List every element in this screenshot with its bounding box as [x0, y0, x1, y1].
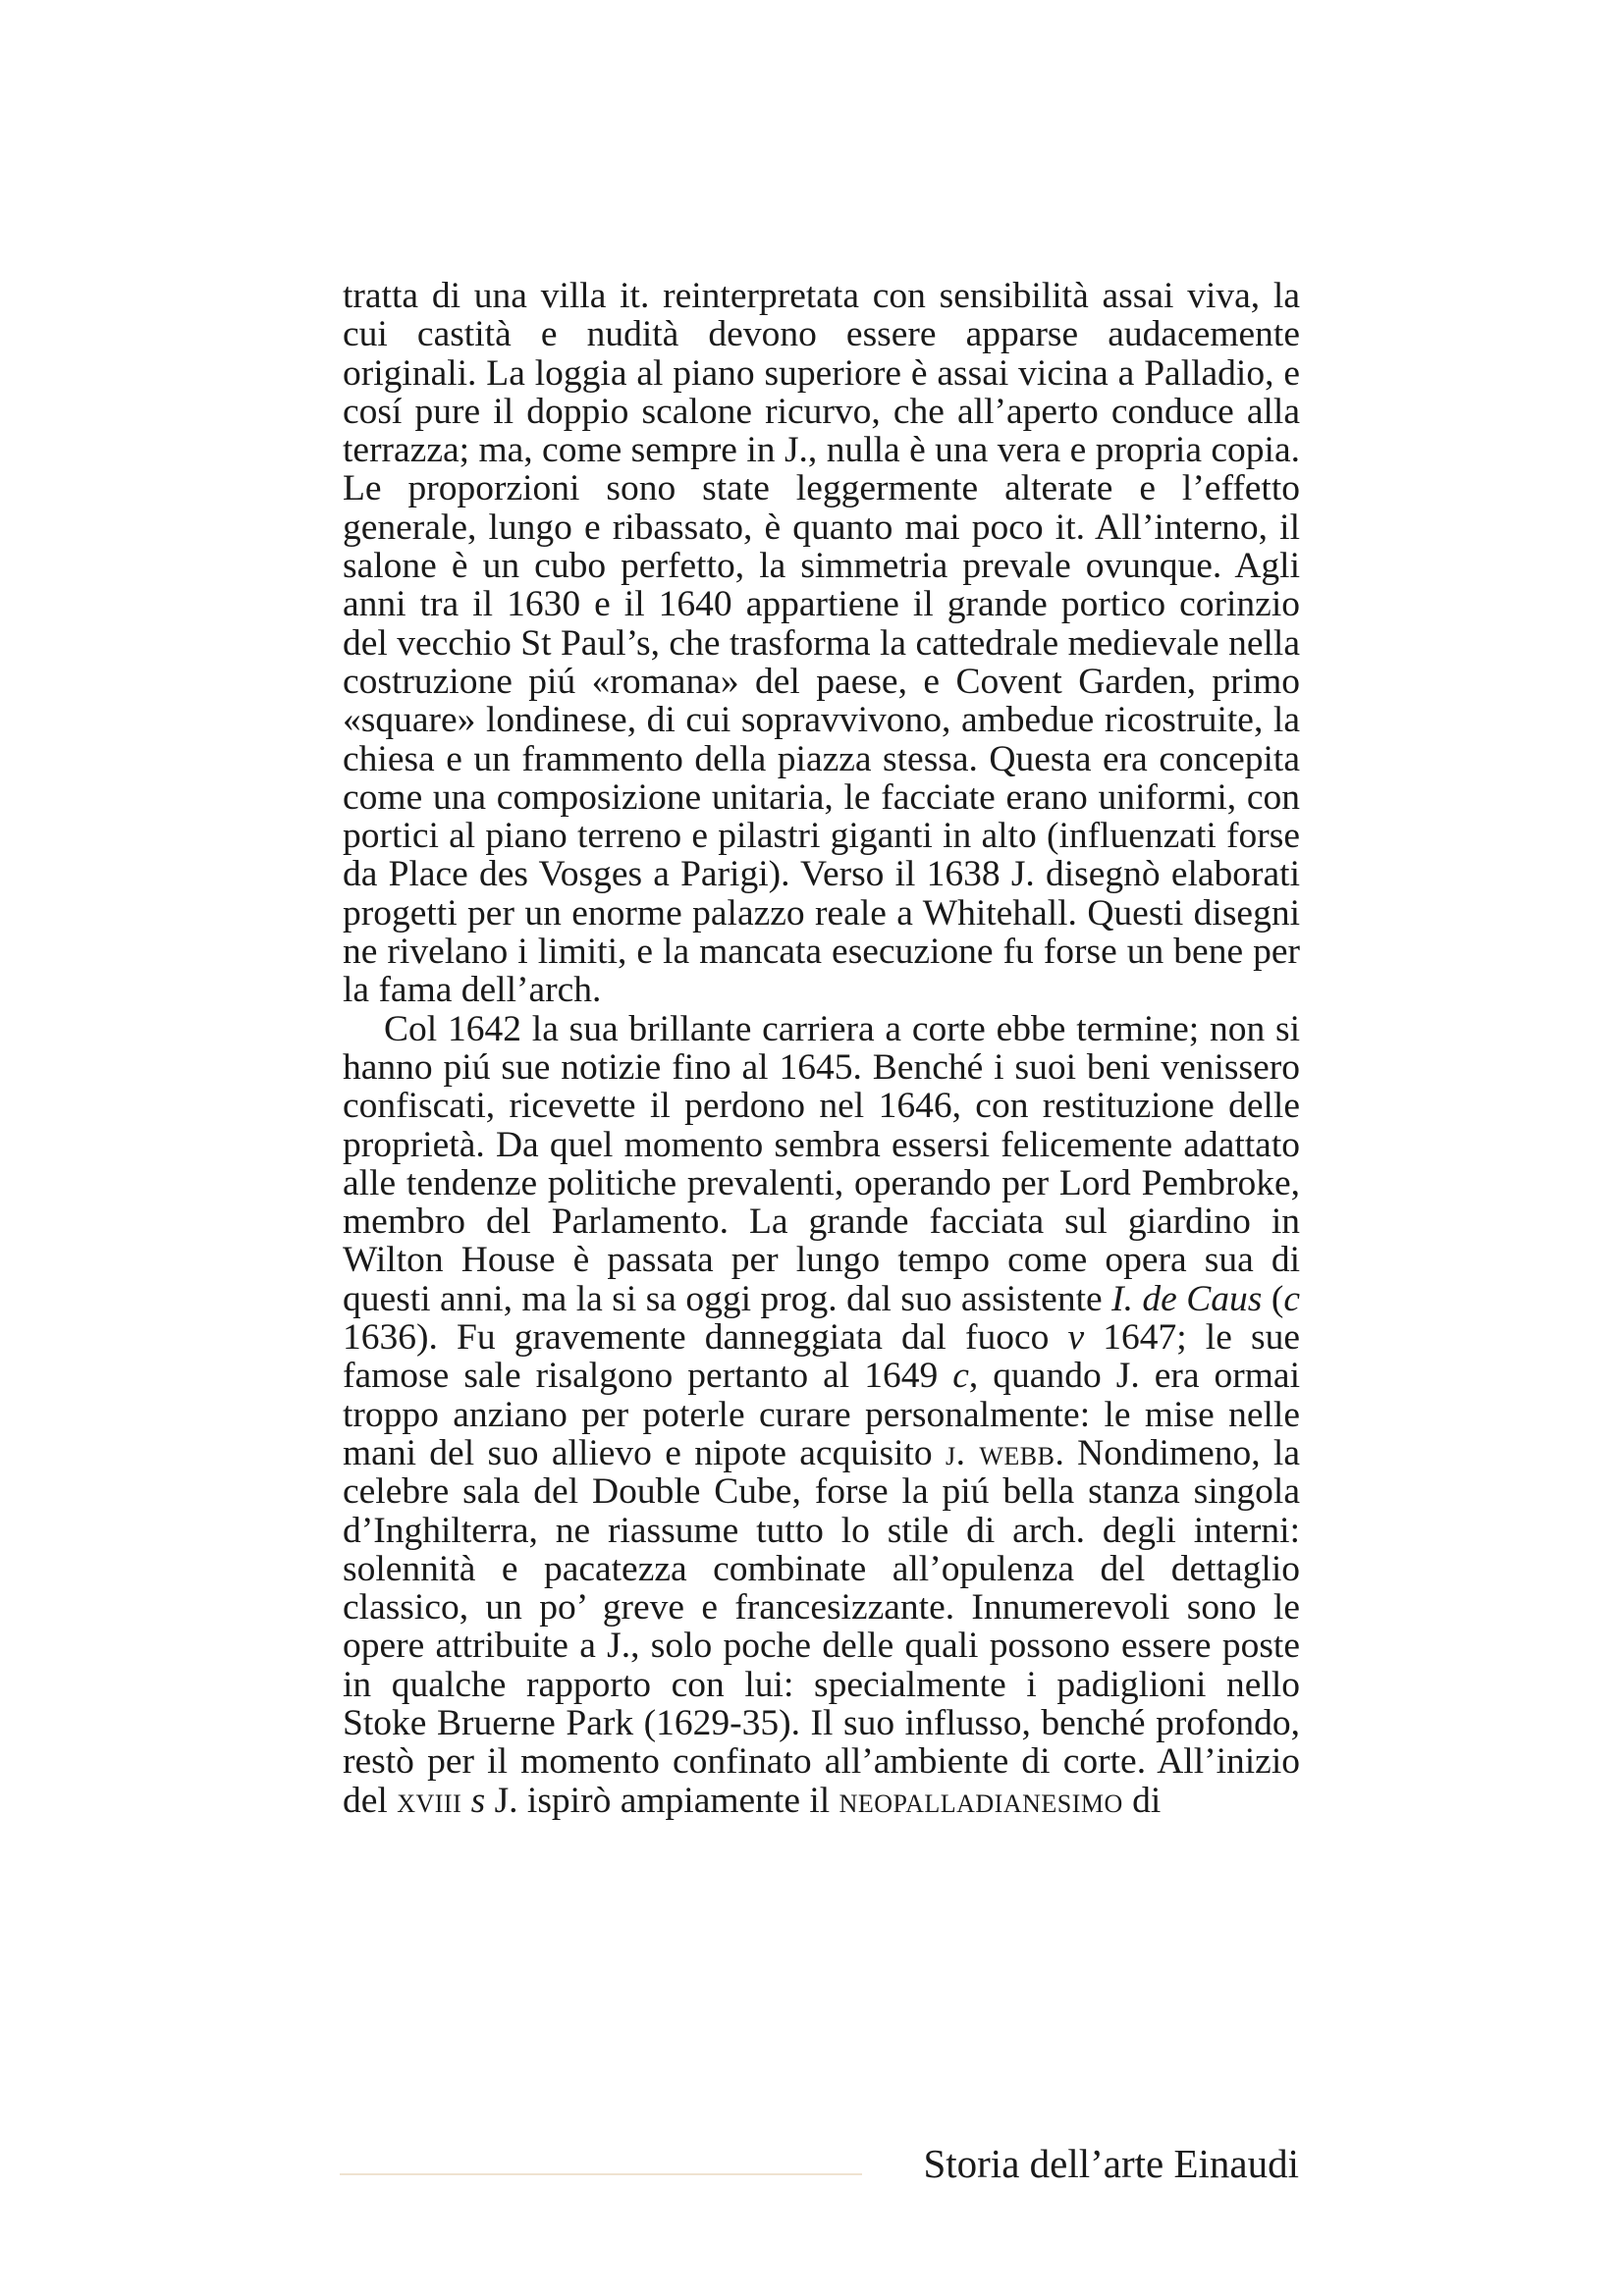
footer-publication-title: Storia dell’arte Einaudi: [923, 2141, 1299, 2186]
text-run: , quando J. era ormai troppo anziano per poterle curare personalmente: le mise nelle mani del suo allievo e nipote acquisito: [343, 1356, 1300, 1473]
text-run: Col 1642 la sua brillante carriera a corte ebbe termine; non si hanno piú sue notizie fino al 1645. Benché i suoi beni venissero confiscati, ricevette il perdono nel 1646, con restituzione delle proprietà. Da quel momento sembra essersi felicemente adattato alle tendenze politiche prevalenti, operando per Lord Pembroke, membro del Parlamento. La grande facciata sul giardino in Wilton House è passata per lungo tempo come opera sua di questi anni, ma la si sa oggi prog. dal suo assistente: [343, 1008, 1300, 1319]
body-paragraph-1: [343, 277, 1300, 1010]
cross-reference: xviii: [397, 1780, 462, 1821]
text-run: tratta di una villa it. reinterpretata con sensibilità assai viva, la cui castità e nudità devono essere apparse audacemente originali. La loggia al piano superiore è assai vicina a Palladio, e cosí pure il doppio scalone ricurvo, che all’aperto conduce alla terrazza; ma, come sempre in J., nulla è una vera e propria copia. Le proporzioni sono state leggermente alterate e l’effetto generale, lungo e ribassato, è quanto mai poco it. All’interno, il salone è un cubo perfetto, la simmetria prevale ovunque. Agli anni tra il 1630 e il 1640 appartiene il grande portico corinzio del vecchio St Paul’s, che trasforma la cattedrale medievale nella costruzione piú «romana» del paese, e Covent Garden, primo «square» londinese, di cui sopravvivono, ambedue ricostruite, la chiesa e un frammento della piazza stessa. Questa era concepita come una composizione unitaria, le facciate erano uniformi, con portici al piano terreno e pilastri giganti in alto (influenzati forse da Place des Vosges a Parigi). Verso il 1638 J. disegnò elaborati progetti per un enorme palazzo reale a Whitehall. Questi disegni ne rivelano i limiti, e la mancata esecuzione fu forse un bene per la fama dell’arch.: [343, 276, 1300, 1011]
text-run: J. ispirò ampiamente il: [485, 1780, 839, 1821]
text-run: [461, 1781, 470, 1821]
italic-run: c: [952, 1356, 969, 1397]
cross-reference: neopalladianesimo: [839, 1780, 1123, 1821]
text-run: 1647; le sue famose sale risalgono pertanto al 1649: [343, 1317, 1300, 1397]
text-run: . Nondimeno, la celebre sala del Double Cube, forse la piú bella stanza singola d’Inghilterra, ne riassume tutto lo stile di arch. degli interni: solennità e pacatezza combinate all’opulenza del dettaglio classico, un po’ greve e francesizzante. Innumerevoli sono le opere attribuite a J., solo poche delle quali possono essere poste in qualche rapporto con lui: specialmente i padiglioni nello Stoke Bruerne Park (1629-35). Il suo influsso, benché profondo, restò per il momento confinato all’ambiente di corte. All’inizio del: [343, 1432, 1300, 1821]
italic-run: I. de Caus: [1111, 1278, 1263, 1319]
italic-run: s: [470, 1780, 486, 1821]
text-run: (: [1262, 1278, 1284, 1319]
italic-run: v: [1067, 1317, 1085, 1359]
body-paragraph-2: [343, 1010, 1300, 1820]
cross-reference: j. webb: [946, 1432, 1055, 1473]
text-run: di: [1122, 1780, 1162, 1821]
article-body: [343, 277, 1300, 1820]
footer-rule: [340, 2173, 862, 2175]
text-run: 1636). Fu gravemente danneggiata dal fuoco: [343, 1317, 1068, 1359]
italic-run: c: [1283, 1278, 1300, 1319]
